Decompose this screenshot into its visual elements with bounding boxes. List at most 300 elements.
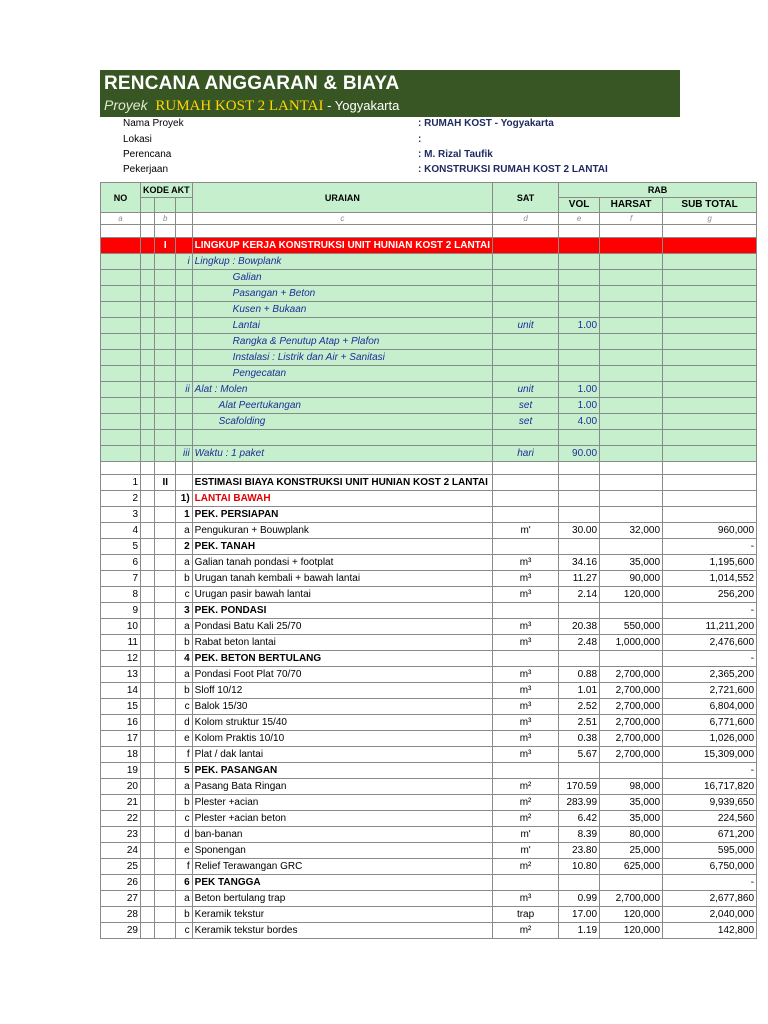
cell-no <box>101 446 141 462</box>
project-subtitle <box>104 97 399 115</box>
cell-sat <box>493 763 559 779</box>
cell-harsat <box>600 366 663 382</box>
table-row <box>101 891 757 907</box>
cell-vol: 17.00 <box>559 907 600 923</box>
cell-kode <box>155 318 176 334</box>
cell-kode <box>141 683 155 699</box>
cell-subtotal: 15,309,000 <box>663 747 757 763</box>
scope-row <box>101 334 757 350</box>
table-row <box>101 491 757 507</box>
cell-kode <box>141 571 155 587</box>
cell-subtotal: 2,721,600 <box>663 683 757 699</box>
cell-no <box>101 398 141 414</box>
cell-kode <box>141 491 155 507</box>
cell-sat: m² <box>493 779 559 795</box>
cell-kode <box>141 763 155 779</box>
cell-kode <box>176 334 193 350</box>
cell-description: Relief Terawangan GRC <box>192 859 492 875</box>
cell-harsat: 2,700,000 <box>600 747 663 763</box>
cell-kode: a <box>176 667 193 683</box>
cell-no: 7 <box>101 571 141 587</box>
cell-kode <box>155 350 176 366</box>
cell-harsat: 2,700,000 <box>600 699 663 715</box>
cell-kode: b <box>176 571 193 587</box>
cell-vol: 1.00 <box>559 382 600 398</box>
cell-description: PEK. TANAH <box>192 539 492 555</box>
cell-kode <box>141 555 155 571</box>
cell-kode <box>155 651 176 667</box>
cell-kode <box>155 507 176 523</box>
cell-vol <box>559 475 600 491</box>
cell-subtotal <box>663 286 757 302</box>
cell-kode <box>141 779 155 795</box>
cell-kode: d <box>176 715 193 731</box>
cell-sat: m' <box>493 843 559 859</box>
cell-description: Urugan pasir bawah lantai <box>192 587 492 603</box>
cell-no: 5 <box>101 539 141 555</box>
cell-harsat <box>600 651 663 667</box>
table-row <box>101 555 757 571</box>
cell-kode <box>155 811 176 827</box>
cell-sat <box>493 430 559 446</box>
cell-kode <box>155 555 176 571</box>
cell-kode: b <box>176 683 193 699</box>
empty-cell <box>663 225 757 238</box>
table-row <box>101 539 757 555</box>
cell-no <box>101 318 141 334</box>
empty-cell <box>141 225 155 238</box>
scope-row <box>101 318 757 334</box>
cell-harsat: 98,000 <box>600 779 663 795</box>
cell-subtotal: 2,365,200 <box>663 667 757 683</box>
cell-description: Pondasi Batu Kali 25/70 <box>192 619 492 635</box>
cell-vol <box>559 875 600 891</box>
cell-description: Keramik tekstur bordes <box>192 923 492 939</box>
cell-kode <box>155 491 176 507</box>
cell-kode <box>155 843 176 859</box>
cell-vol <box>559 334 600 350</box>
table-row <box>101 875 757 891</box>
cell-kode <box>141 795 155 811</box>
cell-kode <box>155 827 176 843</box>
cell-kode <box>155 603 176 619</box>
col-letter: b <box>155 213 176 225</box>
col-letter: a <box>101 213 141 225</box>
cell-description: Pondasi Foot Plat 70/70 <box>192 667 492 683</box>
cell-kode <box>141 667 155 683</box>
cell-kode <box>141 334 155 350</box>
table-row <box>101 523 757 539</box>
cell-harsat <box>600 382 663 398</box>
cell-vol <box>559 302 600 318</box>
cell-harsat <box>600 539 663 555</box>
cell-kode: a <box>176 779 193 795</box>
cell-vol: 4.00 <box>559 414 600 430</box>
cell-harsat: 2,700,000 <box>600 667 663 683</box>
cell-description: Plat / dak lantai <box>192 747 492 763</box>
cell-no: 25 <box>101 859 141 875</box>
scope-description: Pasangan + Beton <box>192 286 492 302</box>
cell-subtotal <box>663 350 757 366</box>
cell-sat <box>493 491 559 507</box>
empty-cell <box>101 225 141 238</box>
cell-no: 23 <box>101 827 141 843</box>
cell-sat <box>493 238 559 254</box>
cell-kode <box>155 923 176 939</box>
cell-sat <box>493 302 559 318</box>
cell-sat <box>493 366 559 382</box>
cell-kode: II <box>155 475 176 491</box>
cell-subtotal <box>663 382 757 398</box>
cell-harsat: 550,000 <box>600 619 663 635</box>
cell-kode <box>155 571 176 587</box>
empty-cell <box>559 225 600 238</box>
cell-kode <box>176 238 193 254</box>
cell-subtotal: - <box>663 603 757 619</box>
cell-description: Plester +acian <box>192 795 492 811</box>
cell-sat: m³ <box>493 587 559 603</box>
cell-kode <box>176 270 193 286</box>
table-row <box>101 603 757 619</box>
cell-description: Kolom Praktis 10/10 <box>192 731 492 747</box>
cell-vol: 90.00 <box>559 446 600 462</box>
cell-kode <box>141 430 155 446</box>
empty-cell <box>493 462 559 475</box>
cell-kode <box>141 382 155 398</box>
cell-kode <box>141 254 155 270</box>
info-value: : <box>418 134 422 145</box>
cell-sat: m³ <box>493 667 559 683</box>
cell-harsat <box>600 254 663 270</box>
info-label: Perencana <box>123 149 172 160</box>
empty-cell <box>141 462 155 475</box>
table-row <box>101 907 757 923</box>
table-row <box>101 619 757 635</box>
cell-kode <box>141 539 155 555</box>
table-row <box>101 827 757 843</box>
cell-harsat <box>600 270 663 286</box>
cell-harsat <box>600 318 663 334</box>
cell-subtotal: 1,014,552 <box>663 571 757 587</box>
table-row <box>101 843 757 859</box>
blank-row <box>101 462 757 475</box>
cell-kode: iii <box>176 446 193 462</box>
cell-sat: trap <box>493 907 559 923</box>
cell-subtotal: - <box>663 763 757 779</box>
cell-kode: c <box>176 587 193 603</box>
cell-description: LANTAI BAWAH <box>192 491 492 507</box>
cell-no <box>101 430 141 446</box>
cell-harsat <box>600 238 663 254</box>
cell-subtotal: 1,026,000 <box>663 731 757 747</box>
cell-kode <box>155 715 176 731</box>
scope-row <box>101 366 757 382</box>
cell-kode <box>176 366 193 382</box>
cell-harsat: 2,700,000 <box>600 891 663 907</box>
cell-kode <box>155 763 176 779</box>
col-subtotal-header: SUB TOTAL <box>663 198 757 213</box>
cell-sat <box>493 603 559 619</box>
cell-harsat: 35,000 <box>600 811 663 827</box>
cell-harsat: 35,000 <box>600 555 663 571</box>
cell-subtotal <box>663 491 757 507</box>
cell-harsat: 35,000 <box>600 795 663 811</box>
cell-kode: c <box>176 923 193 939</box>
cell-harsat <box>600 334 663 350</box>
cell-subtotal: 671,200 <box>663 827 757 843</box>
title-banner <box>100 70 680 117</box>
cell-vol: 5.67 <box>559 747 600 763</box>
scope-description: Galian <box>192 270 492 286</box>
cell-kode <box>141 507 155 523</box>
cell-sat <box>493 475 559 491</box>
empty-cell <box>176 225 193 238</box>
cell-subtotal <box>663 254 757 270</box>
cell-vol: 20.38 <box>559 619 600 635</box>
cell-no <box>101 254 141 270</box>
cell-sat <box>493 350 559 366</box>
cell-kode <box>155 731 176 747</box>
cell-no <box>101 302 141 318</box>
cell-vol <box>559 539 600 555</box>
cell-kode <box>155 891 176 907</box>
scope-title: LINGKUP KERJA KONSTRUKSI UNIT HUNIAN KOST 2 LANTAI <box>192 238 492 254</box>
cell-kode <box>176 475 193 491</box>
cell-no: 4 <box>101 523 141 539</box>
cell-description: Sloff 10/12 <box>192 683 492 699</box>
cell-no: 22 <box>101 811 141 827</box>
cell-kode <box>155 446 176 462</box>
cell-no: 1 <box>101 475 141 491</box>
empty-cell <box>600 462 663 475</box>
col-kode-header: KODE AKT <box>141 183 193 198</box>
cell-vol <box>559 366 600 382</box>
scope-row <box>101 270 757 286</box>
empty-cell <box>192 225 492 238</box>
cell-vol: 30.00 <box>559 523 600 539</box>
cell-sat: m³ <box>493 635 559 651</box>
cell-kode <box>141 270 155 286</box>
cell-kode: b <box>176 907 193 923</box>
cell-kode <box>155 539 176 555</box>
cell-kode <box>141 366 155 382</box>
cell-sat <box>493 254 559 270</box>
cell-subtotal: 6,771,600 <box>663 715 757 731</box>
cell-kode <box>141 238 155 254</box>
cell-kode <box>176 318 193 334</box>
cell-vol: 1.01 <box>559 683 600 699</box>
cell-subtotal <box>663 475 757 491</box>
cell-description: PEK. BETON BERTULANG <box>192 651 492 667</box>
cell-kode <box>141 875 155 891</box>
cell-kode: ii <box>176 382 193 398</box>
scope-description: Scafolding <box>192 414 492 430</box>
cell-description: PEK. PASANGAN <box>192 763 492 779</box>
cell-kode <box>141 523 155 539</box>
col-letter: d <box>493 213 559 225</box>
cell-kode <box>155 667 176 683</box>
cell-harsat <box>600 302 663 318</box>
cell-description: Pasang Bata Ringan <box>192 779 492 795</box>
cell-description: Balok 15/30 <box>192 699 492 715</box>
cell-no: 17 <box>101 731 141 747</box>
table-row <box>101 667 757 683</box>
cell-no: 10 <box>101 619 141 635</box>
cell-sat: set <box>493 398 559 414</box>
cell-no: 21 <box>101 795 141 811</box>
cell-subtotal <box>663 414 757 430</box>
cell-vol <box>559 491 600 507</box>
cell-harsat: 90,000 <box>600 571 663 587</box>
info-label: Lokasi <box>123 134 152 145</box>
cell-harsat <box>600 286 663 302</box>
cell-subtotal: 142,800 <box>663 923 757 939</box>
cell-vol: 170.59 <box>559 779 600 795</box>
cell-kode <box>155 779 176 795</box>
cell-no <box>101 334 141 350</box>
cell-harsat: 120,000 <box>600 923 663 939</box>
cell-kode: b <box>176 635 193 651</box>
cell-kode <box>155 270 176 286</box>
cell-subtotal <box>663 270 757 286</box>
cell-kode <box>141 907 155 923</box>
cell-sat <box>493 270 559 286</box>
cell-subtotal: - <box>663 539 757 555</box>
cell-harsat <box>600 603 663 619</box>
empty-cell <box>663 462 757 475</box>
cell-kode <box>155 302 176 318</box>
cell-harsat: 2,700,000 <box>600 715 663 731</box>
cell-description: PEK. PERSIAPAN <box>192 507 492 523</box>
cell-harsat <box>600 507 663 523</box>
table-row <box>101 715 757 731</box>
cell-sat <box>493 507 559 523</box>
cell-sat: m³ <box>493 747 559 763</box>
cell-vol <box>559 603 600 619</box>
cell-subtotal <box>663 238 757 254</box>
cell-description: Kolom struktur 15/40 <box>192 715 492 731</box>
cell-no <box>101 238 141 254</box>
cell-description: ban-banan <box>192 827 492 843</box>
cell-kode: d <box>176 827 193 843</box>
cell-sat: m² <box>493 811 559 827</box>
empty-cell <box>101 462 141 475</box>
cell-kode: 1 <box>176 507 193 523</box>
table-row <box>101 763 757 779</box>
cell-subtotal <box>663 446 757 462</box>
cell-kode <box>155 366 176 382</box>
cell-no: 19 <box>101 763 141 779</box>
info-value: : M. Rizal Taufik <box>418 149 493 160</box>
kode-sub-header <box>141 198 155 213</box>
cell-no <box>101 366 141 382</box>
cell-kode <box>155 398 176 414</box>
cell-kode <box>155 907 176 923</box>
cell-vol: 0.38 <box>559 731 600 747</box>
cell-kode <box>141 859 155 875</box>
cell-kode <box>176 302 193 318</box>
cell-vol: 23.80 <box>559 843 600 859</box>
cell-sat: m³ <box>493 683 559 699</box>
col-letter <box>176 213 193 225</box>
cell-harsat <box>600 430 663 446</box>
cell-sat: unit <box>493 318 559 334</box>
cell-kode: f <box>176 859 193 875</box>
cell-kode <box>141 619 155 635</box>
cell-description: PEK TANGGA <box>192 875 492 891</box>
cell-kode <box>141 318 155 334</box>
table-row <box>101 571 757 587</box>
cell-kode <box>141 302 155 318</box>
cell-vol: 6.42 <box>559 811 600 827</box>
col-letter: e <box>559 213 600 225</box>
scope-description: Lantai <box>192 318 492 334</box>
col-letter: g <box>663 213 757 225</box>
scope-row <box>101 286 757 302</box>
cell-no: 12 <box>101 651 141 667</box>
cell-harsat <box>600 398 663 414</box>
cell-kode <box>141 475 155 491</box>
cell-harsat: 25,000 <box>600 843 663 859</box>
cell-sat: set <box>493 414 559 430</box>
empty-cell <box>155 462 176 475</box>
cell-no: 18 <box>101 747 141 763</box>
cell-no: 8 <box>101 587 141 603</box>
cell-subtotal: 9,939,650 <box>663 795 757 811</box>
scope-description: Waktu : 1 paket <box>192 446 492 462</box>
scope-description: Alat : Molen <box>192 382 492 398</box>
cell-kode: I <box>155 238 176 254</box>
cell-harsat <box>600 875 663 891</box>
cell-no <box>101 350 141 366</box>
cell-kode: e <box>176 731 193 747</box>
empty-cell <box>176 462 193 475</box>
cell-kode <box>141 731 155 747</box>
cell-sat: m³ <box>493 699 559 715</box>
cell-description: Rabat beton lantai <box>192 635 492 651</box>
cell-harsat: 625,000 <box>600 859 663 875</box>
cell-sat: m² <box>493 795 559 811</box>
cell-kode <box>141 923 155 939</box>
cell-vol <box>559 238 600 254</box>
cell-kode: 5 <box>176 763 193 779</box>
cell-description: Plester +acian beton <box>192 811 492 827</box>
cell-sat <box>493 334 559 350</box>
cell-kode <box>176 398 193 414</box>
cell-no: 27 <box>101 891 141 907</box>
cell-no: 6 <box>101 555 141 571</box>
cell-kode <box>155 587 176 603</box>
cell-kode <box>176 430 193 446</box>
cell-harsat: 80,000 <box>600 827 663 843</box>
cell-kode <box>155 430 176 446</box>
cell-no <box>101 382 141 398</box>
cell-no: 2 <box>101 491 141 507</box>
cell-no <box>101 286 141 302</box>
cell-kode: c <box>176 811 193 827</box>
cell-vol: 11.27 <box>559 571 600 587</box>
cell-no: 26 <box>101 875 141 891</box>
cell-kode <box>141 587 155 603</box>
cell-vol <box>559 350 600 366</box>
cell-no <box>101 270 141 286</box>
cell-vol: 8.39 <box>559 827 600 843</box>
cell-harsat: 2,700,000 <box>600 731 663 747</box>
cell-kode <box>141 891 155 907</box>
scope-description <box>192 430 492 446</box>
table-row <box>101 507 757 523</box>
cell-kode <box>155 334 176 350</box>
